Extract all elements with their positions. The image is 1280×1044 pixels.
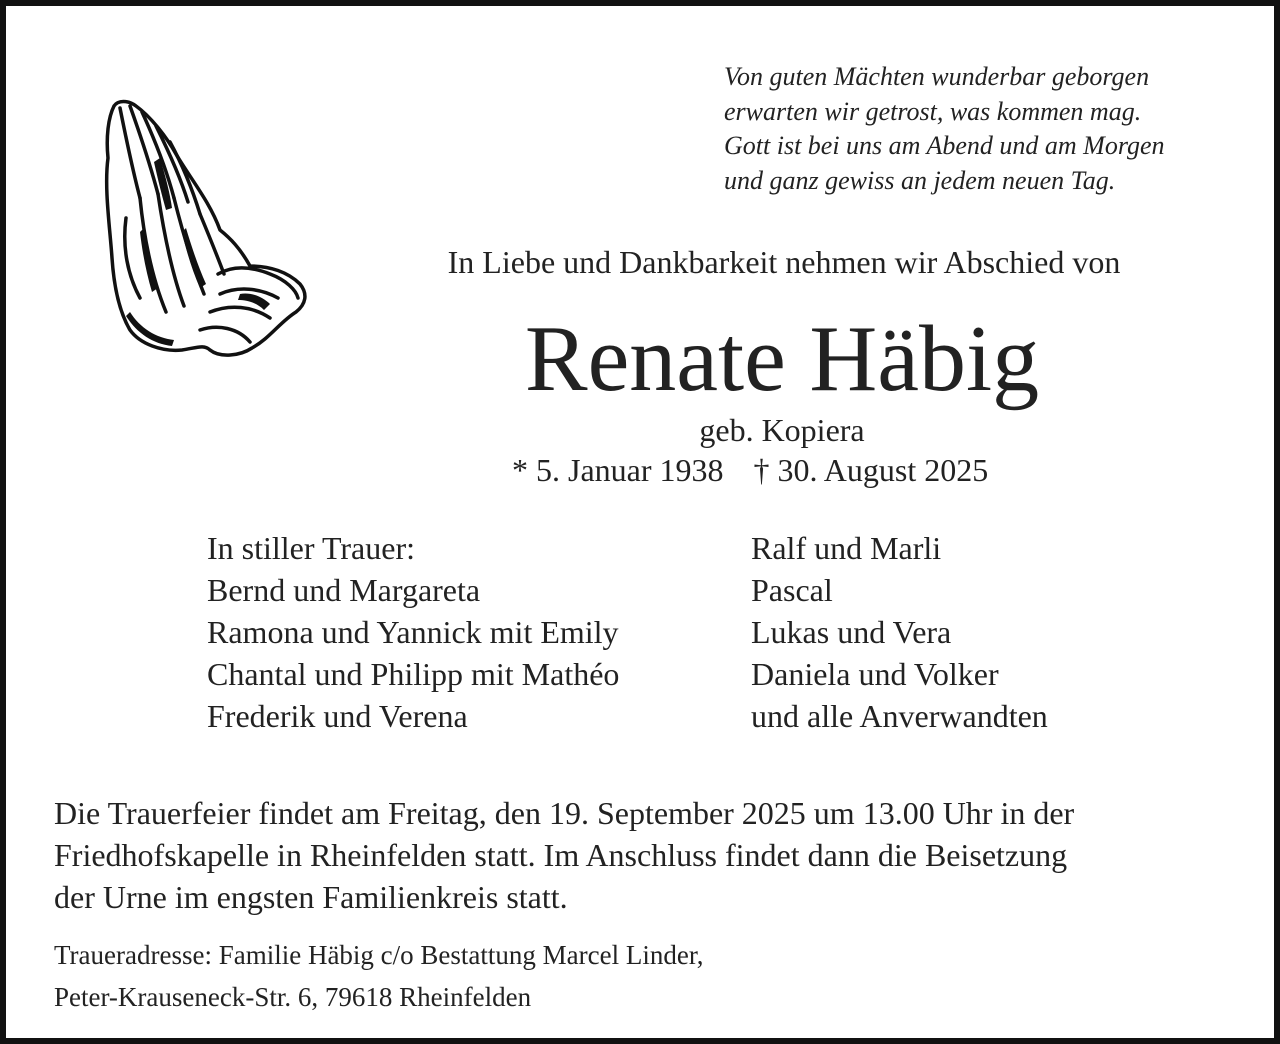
poem-line: und ganz gewiss an jedem neuen Tag.: [724, 165, 1116, 195]
poem-verse: [724, 60, 1264, 198]
mourners-right-column: [751, 527, 1048, 737]
mourner-line: Chantal und Philipp mit Mathéo: [207, 656, 620, 692]
poem-line: Gott ist bei uns am Abend und am Morgen: [724, 131, 1165, 160]
deceased-name: Renate Häbig: [524, 307, 1040, 411]
mourner-line: Frederik und Verena: [207, 698, 468, 734]
address-line: Traueradresse: Familie Häbig c/o Bestattung Marcel Linder,: [54, 940, 704, 970]
service-line: Die Trauerfeier findet am Freitag, den 19. September 2025 um 13.00 Uhr in der: [54, 795, 1075, 831]
mourner-line: und alle Anverwandten: [751, 698, 1048, 734]
intro-line: In Liebe und Dankbarkeit nehmen wir Abschied von: [447, 244, 1121, 280]
mourner-line: Pascal: [751, 572, 833, 608]
service-details: [54, 792, 1254, 918]
maiden-name: geb. Kopiera: [699, 412, 865, 448]
mourner-line: Ralf und Marli: [751, 530, 942, 566]
poem-line: erwarten wir getrost, was kommen mag.: [724, 96, 1142, 126]
service-line: Friedhofskapelle in Rheinfelden statt. Im Anschluss findet dann die Beisetzung: [54, 837, 1068, 873]
birth-date: * 5. Januar 1938: [512, 452, 724, 488]
mourner-line: In stiller Trauer:: [207, 530, 415, 566]
life-dates: [512, 450, 988, 490]
service-line: der Urne im engsten Familienkreis statt.: [54, 879, 568, 915]
condolence-address: [54, 934, 1254, 1018]
death-date: † 30. August 2025: [753, 452, 989, 488]
mourners-left-column: [207, 527, 619, 737]
mourner-line: Ramona und Yannick mit Emily: [207, 614, 619, 650]
mourner-line: Lukas und Vera: [751, 614, 952, 650]
poem-line: Von guten Mächten wunderbar geborgen: [724, 62, 1150, 91]
address-line: Peter-Krauseneck-Str. 6, 79618 Rheinfelden: [54, 982, 532, 1012]
mourner-line: Daniela und Volker: [751, 656, 999, 692]
mourner-line: Bernd und Margareta: [207, 572, 481, 608]
